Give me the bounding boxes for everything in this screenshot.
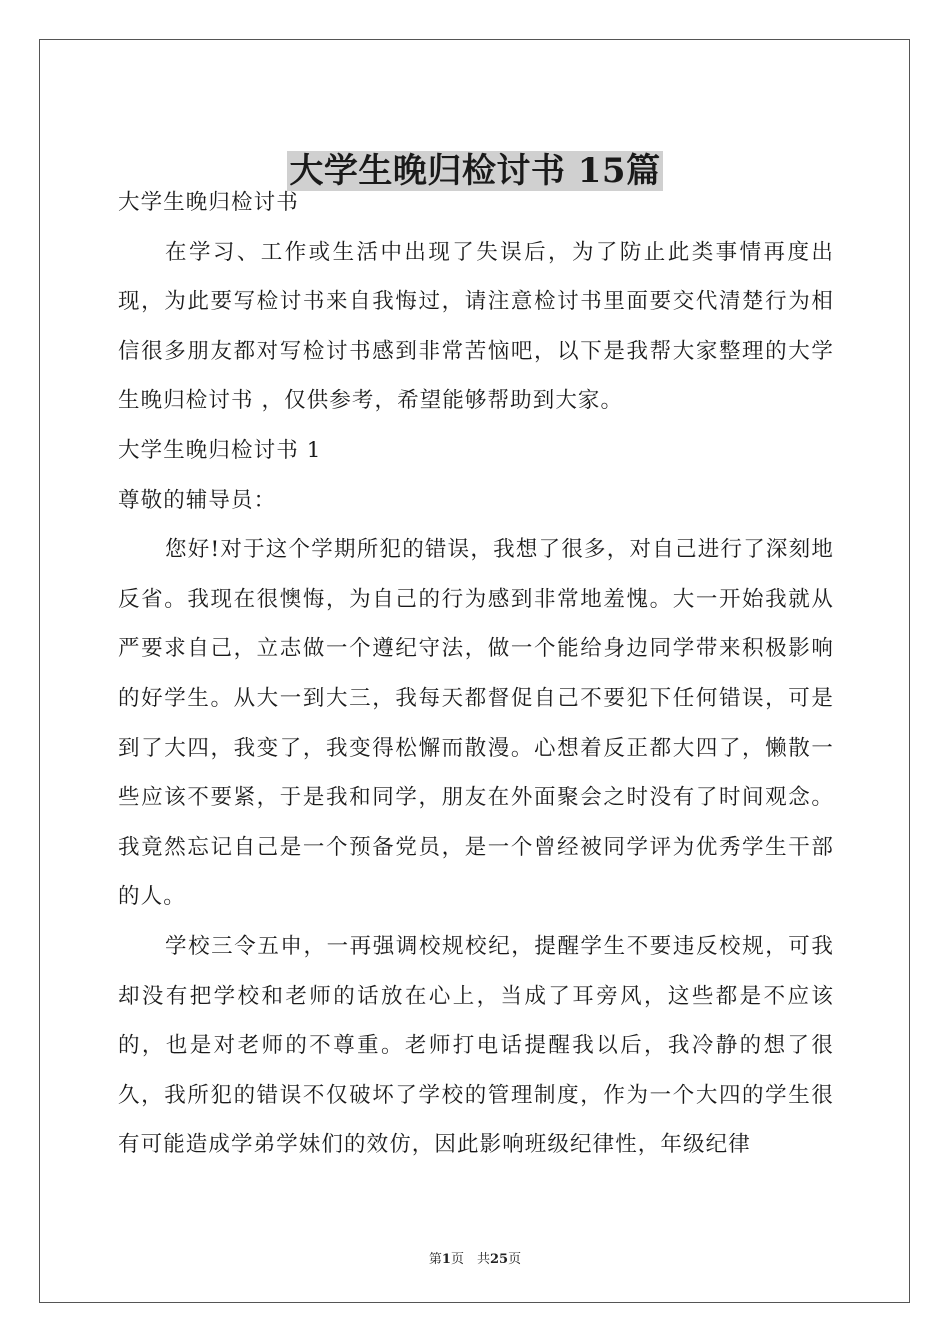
footer-page-number: 1	[441, 1252, 451, 1267]
paragraph-salutation: 尊敬的辅导员：	[118, 487, 277, 513]
document-title-text: 大学生晚归检讨书 15篇	[289, 150, 661, 191]
paragraph-section-heading: 大学生晚归检讨书 1	[118, 437, 322, 463]
paragraph-intro: 在学习、工作或生活中出现了失误后，为了防止此类事情再度出现，为此要写检讨书来自我悔过，请注意检讨书里面要交代清楚行为相信很多朋友都对写检讨书感到非常苦恼吧，以下是我帮大家整理的大学生晚归检讨书 ，仅供参考，希望能够帮助到大家。	[118, 239, 834, 414]
paragraph-subtitle: 大学生晚归检讨书	[118, 190, 299, 215]
footer-total-pages: 25	[489, 1252, 509, 1267]
paragraph-body-2: 学校三令五申，一再强调校规校纪，提醒学生不要违反校规，可我却没有把学校和老师的话放在心上，当成了耳旁风，这些都是不应该的，也是对老师的不尊重。老师打电话提醒我以后，我冷静的想了很久，我所犯的错误不仅破坏了学校的管理制度，作为一个大四的学生很有可能造成学弟学妹们的效仿，因此影响班级纪律性，年级纪律	[118, 933, 834, 1158]
footer-middle: 页 共	[450, 1252, 490, 1267]
paragraph-body-1: 您好!对于这个学期所犯的错误，我想了很多，对自己进行了深刻地反省。我现在很懊悔，为自己的行为感到非常地羞愧。大一开始我就从严要求自己，立志做一个遵纪守法，做一个能给身边同学带来积极影响的好学生。从大一到大三，我每天都督促自己不要犯下任何错误，可是到了大四，我变了，我变得松懈而散漫。心想着反正都大四了，懒散一些应该不要紧，于是我和同学，朋友在外面聚会之时没有了时间观念。我竟然忘记自己是一个预备党员，是一个曾经被同学评为优秀学生干部的人。	[118, 537, 834, 910]
document-body	[118, 178, 834, 1170]
footer-prefix: 第	[428, 1252, 442, 1267]
footer-suffix: 页	[508, 1252, 522, 1267]
page-footer	[0, 1248, 950, 1267]
